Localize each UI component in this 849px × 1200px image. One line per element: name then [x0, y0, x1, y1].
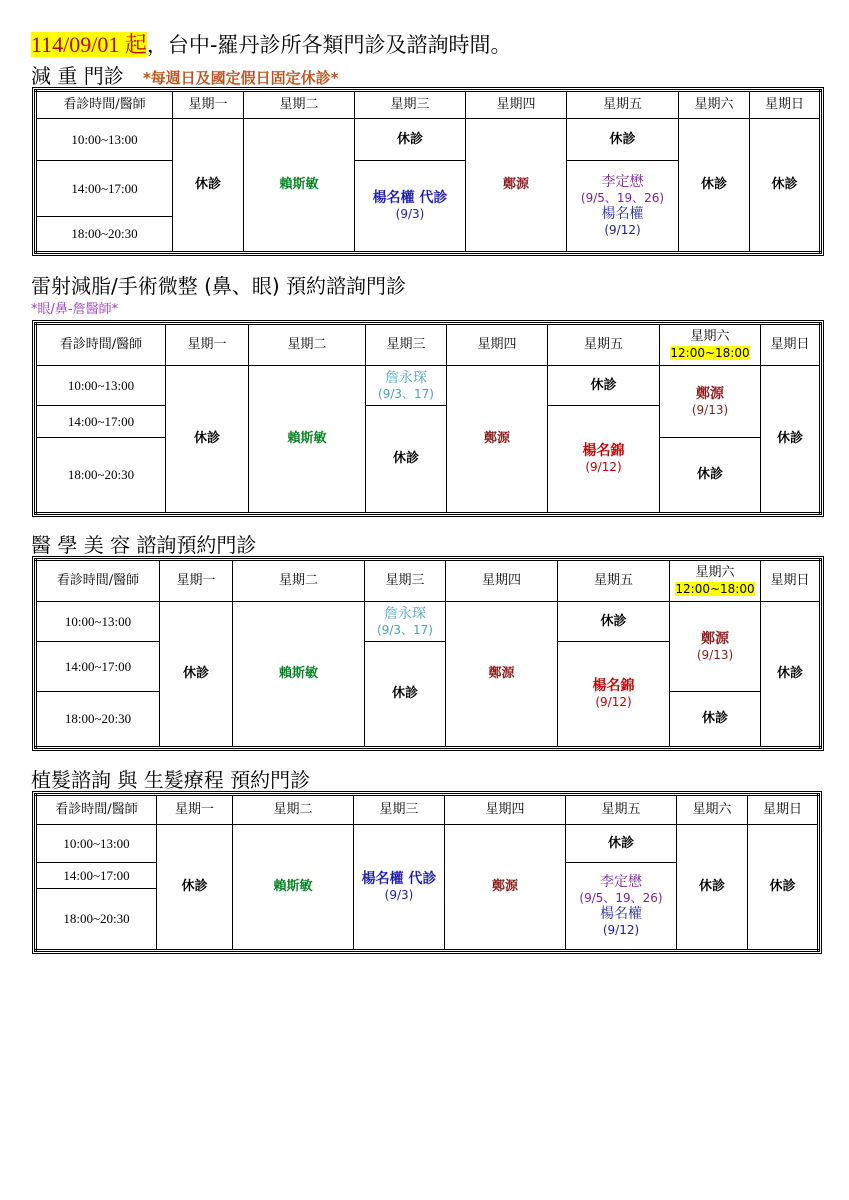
doctor-date: (9/12) [604, 223, 641, 237]
header-cell: 星期二 [233, 560, 365, 602]
header-cell: 星期二 [233, 795, 354, 825]
doctor-date: (9/5、19、26) [579, 891, 663, 905]
time-slot: 14:00~17:00 [36, 863, 157, 889]
saturday-hours: 12:00~18:00 [670, 345, 750, 360]
header-cell: 星期三 [366, 324, 447, 366]
doctor-name: 楊名權 [600, 906, 642, 922]
wednesday-closed: 休診 [365, 642, 446, 748]
header-cell: 星期一 [166, 324, 249, 366]
section1-title: 減 重 門診 [31, 64, 124, 88]
section4-table [34, 793, 820, 952]
time-slot: 18:00~20:30 [36, 217, 173, 253]
doctor-date: (9/3、17) [377, 622, 433, 637]
wednesday-doctor [355, 161, 466, 253]
header-cell: 星期二 [249, 324, 366, 366]
section4-title: 植髮諮詢 與 生髮療程 預約門診 [31, 768, 311, 792]
saturday-closed: 休診 [670, 692, 761, 748]
friday-closed: 休診 [558, 602, 670, 642]
header-cell: 看診時間/醫師 [36, 91, 173, 119]
doctor-date: (9/3) [395, 207, 425, 221]
section1-note: *每週日及國定假日固定休診* [142, 69, 339, 87]
header-cell: 星期四 [445, 795, 566, 825]
friday-closed: 休診 [567, 119, 679, 161]
time-slot: 14:00~17:00 [36, 406, 166, 438]
header-cell: 星期五 [558, 560, 670, 602]
header-cell: 星期五 [548, 324, 660, 366]
doctor-name: 李定懋 [600, 874, 642, 890]
header-cell: 星期三 [365, 560, 446, 602]
time-slot: 18:00~20:30 [36, 889, 157, 951]
thursday-cell: 鄭源 [447, 366, 548, 514]
friday-doctors [566, 863, 677, 951]
time-slot: 14:00~17:00 [36, 161, 173, 217]
monday-cell: 休診 [173, 119, 244, 253]
doctor-name: 楊名錦 [582, 443, 625, 459]
wednesday-closed: 休診 [355, 119, 466, 161]
wednesday-doctor [354, 825, 445, 951]
saturday-cell: 休診 [677, 825, 748, 951]
time-slot: 18:00~20:30 [36, 692, 160, 748]
doctor-date: (9/3) [384, 888, 414, 902]
sunday-cell: 休診 [761, 602, 821, 748]
time-slot: 10:00~13:00 [36, 366, 166, 406]
friday-doctors [567, 161, 679, 253]
monday-cell: 休診 [166, 366, 249, 514]
wednesday-doctor [366, 366, 447, 406]
header-cell-saturday [670, 560, 761, 602]
tuesday-cell: 賴斯敏 [249, 366, 366, 514]
doctor-name: 鄭源 [696, 385, 724, 402]
doctor-date: (9/13) [696, 647, 734, 662]
header-cell: 星期一 [173, 91, 244, 119]
header-day: 星期六 [690, 328, 730, 344]
sunday-cell: 休診 [761, 366, 821, 514]
tuesday-cell: 賴斯敏 [244, 119, 355, 253]
saturday-hours: 12:00~18:00 [675, 581, 755, 596]
header-cell: 星期日 [761, 324, 821, 366]
friday-doctor [558, 642, 670, 748]
monday-cell: 休診 [160, 602, 233, 748]
header-cell: 星期日 [750, 91, 821, 119]
header-cell: 看診時間/醫師 [36, 324, 166, 366]
doctor-name: 楊名權 代診 [372, 190, 448, 206]
header-cell: 星期五 [567, 91, 679, 119]
time-slot: 18:00~20:30 [36, 438, 166, 514]
wednesday-closed: 休診 [366, 406, 447, 514]
tuesday-cell: 賴斯敏 [233, 602, 365, 748]
section2-table [34, 322, 822, 515]
header-cell: 星期三 [355, 91, 466, 119]
header-cell: 星期四 [446, 560, 558, 602]
header-cell: 星期日 [748, 795, 819, 825]
header-cell: 星期二 [244, 91, 355, 119]
sunday-cell: 休診 [750, 119, 821, 253]
monday-cell: 休診 [157, 825, 233, 951]
section3-title: 醫 學 美 容 諮詢預約門診 [31, 533, 257, 557]
sunday-cell: 休診 [748, 825, 819, 951]
header-cell: 星期日 [761, 560, 821, 602]
section1-heading [31, 60, 339, 89]
header-cell: 星期四 [447, 324, 548, 366]
header-cell: 星期一 [160, 560, 233, 602]
doctor-date: (9/5、19、26) [580, 191, 665, 205]
section2-note: *眼/鼻-詹醫師* [31, 302, 119, 317]
header-day: 星期六 [695, 564, 735, 580]
doctor-name: 楊名錦 [592, 678, 635, 694]
saturday-doctor [670, 602, 761, 692]
section3-table [34, 558, 822, 749]
friday-closed: 休診 [548, 366, 660, 406]
friday-doctor [548, 406, 660, 514]
doctor-name: 詹永琛 [384, 605, 426, 622]
doctor-name: 楊名權 [601, 206, 644, 222]
thursday-cell: 鄭源 [445, 825, 566, 951]
page-header [31, 32, 512, 59]
thursday-cell: 鄭源 [446, 602, 558, 748]
doctor-date: (9/12) [595, 695, 632, 709]
doctor-date: (9/13) [691, 402, 729, 417]
doctor-date: (9/12) [602, 923, 640, 937]
time-slot: 10:00~13:00 [36, 602, 160, 642]
header-cell: 看診時間/醫師 [36, 560, 160, 602]
header-cell: 星期一 [157, 795, 233, 825]
header-cell: 星期四 [466, 91, 567, 119]
doctor-name: 李定懋 [601, 174, 644, 190]
header-cell: 星期六 [677, 795, 748, 825]
saturday-closed: 休診 [660, 438, 761, 514]
header-cell-saturday [660, 324, 761, 366]
doctor-date: (9/3、17) [378, 386, 434, 401]
thursday-cell: 鄭源 [466, 119, 567, 253]
time-slot: 10:00~13:00 [36, 825, 157, 863]
doctor-name: 詹永琛 [385, 369, 427, 386]
doctor-name: 鄭源 [701, 630, 729, 647]
header-cell: 星期五 [566, 795, 677, 825]
header-cell: 看診時間/醫師 [36, 795, 157, 825]
section2-title: 雷射減脂/手術微整 (鼻、眼) 預約諮詢門診 [31, 274, 407, 298]
saturday-cell: 休診 [679, 119, 750, 253]
doctor-name: 楊名權 代診 [361, 871, 437, 887]
header-cell: 星期六 [679, 91, 750, 119]
effective-date: 114/09/01 起 [31, 32, 147, 57]
tuesday-cell: 賴斯敏 [233, 825, 354, 951]
friday-closed: 休診 [566, 825, 677, 863]
header-cell: 星期三 [354, 795, 445, 825]
saturday-doctor [660, 366, 761, 438]
doctor-date: (9/12) [585, 460, 622, 474]
time-slot: 14:00~17:00 [36, 642, 160, 692]
page-title: ，台中-羅丹診所各類門診及諮詢時間。 [146, 33, 512, 57]
time-slot: 10:00~13:00 [36, 119, 173, 161]
section1-table [34, 89, 822, 254]
wednesday-doctor [365, 602, 446, 642]
